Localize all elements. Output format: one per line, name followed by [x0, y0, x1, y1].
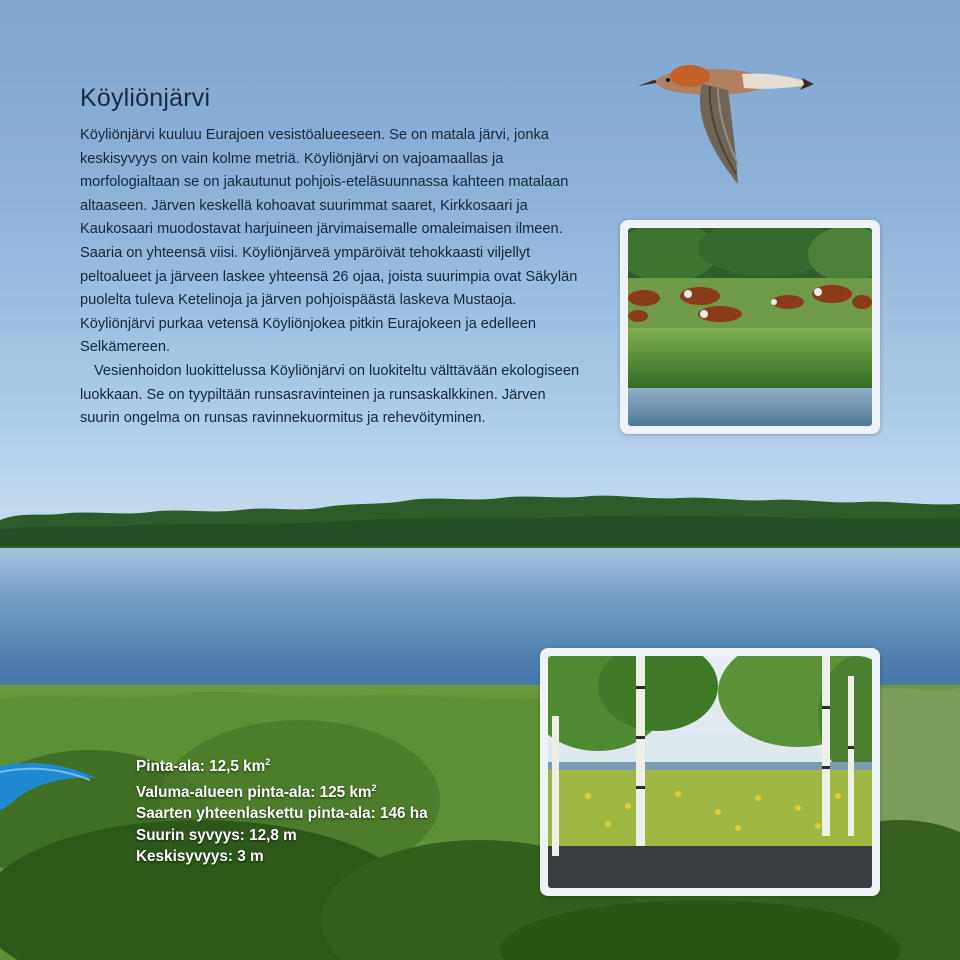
page-title: Köyliönjärvi — [80, 84, 211, 112]
fact-label: Keskisyvyys: — [136, 848, 233, 866]
article-body — [80, 124, 580, 431]
fact-label: Suurin syvyys: — [136, 826, 245, 844]
fact-catchment-area — [136, 778, 536, 804]
fact-label: Valuma-alueen pinta-ala: — [136, 783, 316, 801]
fact-value: 12,8 m — [249, 826, 297, 844]
fact-value: 3 m — [237, 848, 264, 866]
fact-value: 146 ha — [379, 805, 428, 823]
photo-birches-meadow — [540, 648, 880, 896]
fact-island-area — [136, 803, 536, 825]
flying-bird-illustration — [632, 54, 822, 194]
fact-max-depth — [136, 825, 536, 847]
fact-unit-superscript: 2 — [371, 782, 377, 793]
fact-surface-area — [136, 752, 536, 778]
blue-wave-decoration — [0, 752, 100, 812]
fact-label: Saarten yhteenlaskettu pinta-ala: — [136, 805, 376, 823]
fact-value: 125 km — [319, 783, 372, 801]
lake-facts — [136, 752, 536, 868]
photo-cattle-lakeshore — [620, 220, 880, 434]
fact-label: Pinta-ala: — [136, 758, 205, 776]
paragraph-1: Köyliönjärvi kuuluu Eurajoen vesistöalueeseen. Se on matala järvi, jonka keskisyvyys on vain kolme metriä. Köyliönjärvi on vajoamaallas ja morfologialtaan se on jakautunut pohjois-eteläsuunnassa kahteen matalaan altaaseen. Järven keskellä kohoavat suurimmat saaret, Kirkkosaari ja Kaukosaari muodostavat harjuineen järvimaisemalle omaleimaisen ilmeen. Saaria on yhteensä viisi. Köyliönjärveä ympäröivät tehokkaasti viljellyt peltoalueet ja järveen laskee yhteensä 26 ojaa, joista suurimpia ovat Säkylän puolelta tuleva Ketelinoja ja järven pohjoispäästä laskeva Mustaoja. Köyliönjärvi purkaa vetensä Köyliönjokea pitkin Eurajokeen ja edelleen Selkämereen. — [80, 127, 578, 356]
paragraph-2: Vesienhoidon luokittelussa Köyliönjärvi on luokiteltu välttävään ekologiseen luokkaan. Se on tyypiltään runsasravinteinen ja runsaskalkkinen. Järven suurin ongelma on runsas ravinnekuormitus ja rehevöityminen. — [80, 362, 580, 427]
fact-mean-depth — [136, 846, 536, 868]
fact-value: 12,5 km — [209, 758, 266, 776]
fact-unit-superscript: 2 — [265, 757, 271, 767]
